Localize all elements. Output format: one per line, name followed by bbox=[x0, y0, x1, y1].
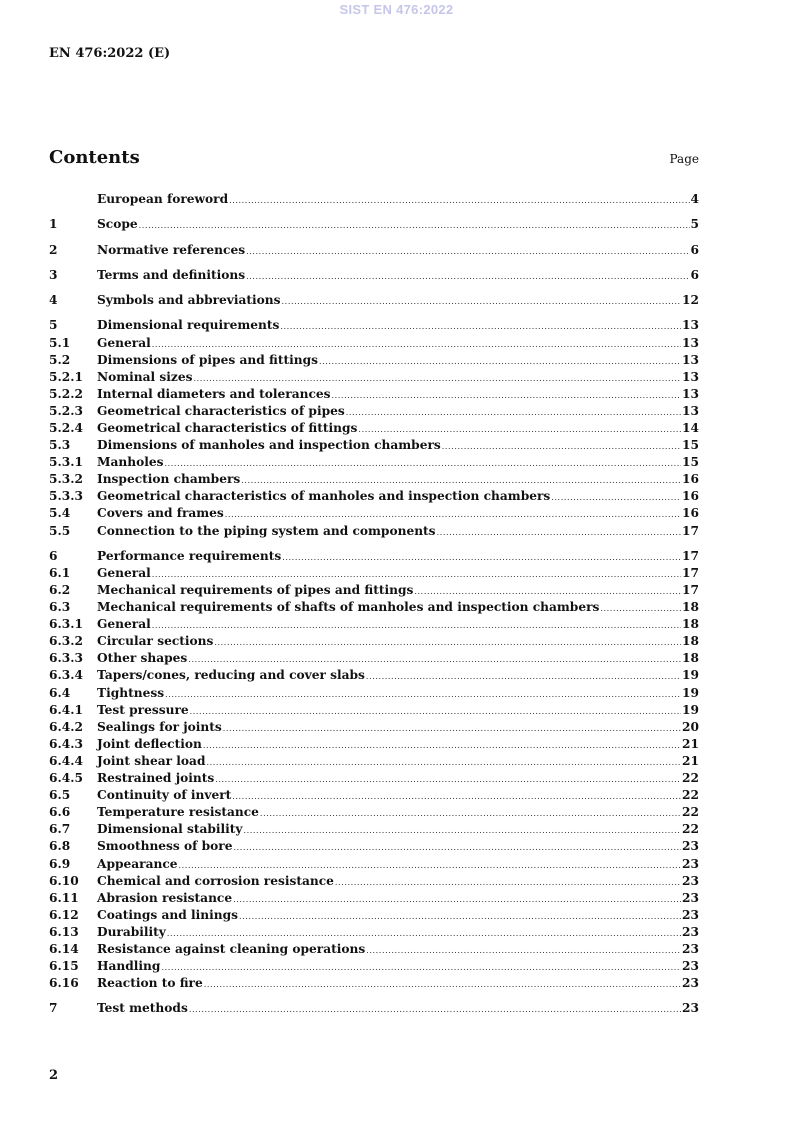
toc-entry[interactable] bbox=[49, 386, 699, 403]
toc-entry[interactable] bbox=[49, 317, 699, 334]
dot-leader bbox=[280, 318, 681, 335]
toc-entry-number: 5.3.3 bbox=[49, 489, 83, 504]
toc-entry-number: 3 bbox=[49, 267, 58, 282]
toc-entry-number: 6.3.1 bbox=[49, 617, 83, 632]
toc-entry[interactable] bbox=[49, 565, 699, 582]
dot-leader bbox=[243, 822, 681, 839]
page-column-label: Page bbox=[669, 152, 699, 166]
toc-entry[interactable] bbox=[49, 736, 699, 753]
dot-leader bbox=[246, 268, 689, 285]
toc-entry-number: 6.5 bbox=[49, 788, 71, 803]
toc-entry-page: 17 bbox=[682, 583, 699, 597]
toc-entry-title: Appearance bbox=[97, 856, 178, 871]
toc-entry-number: 6.4.5 bbox=[49, 771, 83, 786]
toc-entry[interactable] bbox=[49, 685, 699, 702]
toc-entry-page: 22 bbox=[682, 788, 699, 803]
toc-entry[interactable] bbox=[49, 523, 699, 540]
toc-entry[interactable] bbox=[49, 242, 699, 259]
dot-leader bbox=[232, 788, 681, 805]
toc-entry-page: 18 bbox=[682, 617, 699, 632]
toc-entry-page: 16 bbox=[682, 506, 699, 521]
toc-entry-page: 16 bbox=[682, 489, 699, 504]
toc-entry[interactable] bbox=[49, 352, 699, 369]
dot-leader bbox=[233, 891, 681, 908]
toc-entry-number: 5.3.1 bbox=[49, 455, 83, 470]
toc-entry-page: 23 bbox=[682, 873, 699, 888]
toc-entry-title: General bbox=[97, 565, 151, 580]
toc-entry-title: Test methods bbox=[97, 1001, 188, 1016]
toc-entry-number: 4 bbox=[49, 293, 58, 308]
toc-entry-title: Symbols and abbreviations bbox=[97, 293, 281, 308]
dot-leader bbox=[346, 404, 681, 421]
toc-entry-number: 2 bbox=[49, 242, 58, 257]
toc-entry-page: 18 bbox=[682, 634, 699, 649]
toc-entry-title: European foreword bbox=[97, 192, 229, 206]
toc-entry-title: Restrained joints bbox=[97, 771, 215, 786]
toc-entry-page: 23 bbox=[682, 976, 699, 991]
toc-entry[interactable] bbox=[49, 650, 699, 667]
toc-entry-page: 5 bbox=[690, 217, 699, 232]
contents-title: Contents bbox=[49, 147, 140, 168]
toc-entry-page: 18 bbox=[682, 651, 699, 666]
dot-leader bbox=[164, 455, 681, 472]
toc-entry[interactable] bbox=[49, 403, 699, 420]
toc-entry-number: 6.3 bbox=[49, 600, 71, 615]
dot-leader bbox=[414, 583, 681, 600]
toc-entry-page: 15 bbox=[682, 438, 699, 453]
toc-entry-number: 6.3.4 bbox=[49, 668, 83, 683]
toc-entry[interactable] bbox=[49, 770, 699, 787]
toc-entry[interactable] bbox=[49, 437, 699, 454]
toc-entry-page: 13 bbox=[682, 352, 699, 367]
toc-entry-title: Joint shear load bbox=[97, 753, 206, 768]
toc-entry-page: 4 bbox=[690, 192, 699, 206]
dot-leader bbox=[223, 720, 681, 737]
toc-entry-page: 23 bbox=[682, 890, 699, 905]
toc-entry[interactable] bbox=[49, 548, 699, 565]
toc-entry-page: 13 bbox=[682, 318, 699, 333]
toc-entry-page: 23 bbox=[682, 924, 699, 939]
toc-entry-title: General bbox=[97, 617, 151, 632]
watermark-text: SIST EN 476:2022 bbox=[339, 2, 454, 17]
toc-entry-number: 5.2.4 bbox=[49, 420, 83, 435]
toc-entry[interactable] bbox=[49, 454, 699, 471]
toc-entry[interactable] bbox=[49, 335, 699, 352]
toc-entry[interactable] bbox=[49, 582, 699, 599]
dot-leader bbox=[442, 438, 681, 455]
toc-entry-title: Reaction to fire bbox=[97, 976, 203, 991]
toc-entry-page: 17 bbox=[682, 565, 699, 580]
toc-entry-title: Normative references bbox=[97, 242, 246, 257]
toc-entry-page: 17 bbox=[682, 548, 699, 563]
toc-entry-title: Other shapes bbox=[97, 651, 188, 666]
dot-leader bbox=[241, 472, 681, 489]
toc-entry-title: Coatings and linings bbox=[97, 907, 238, 922]
toc-entry-title: Circular sections bbox=[97, 634, 214, 649]
toc-entry[interactable] bbox=[49, 890, 699, 907]
dot-leader bbox=[260, 805, 681, 822]
toc-entry-title: Tapers/cones, reducing and cover slabs bbox=[97, 668, 365, 683]
toc-entry[interactable] bbox=[49, 838, 699, 855]
toc-entry-number: 6.4.1 bbox=[49, 702, 83, 717]
toc-entry[interactable] bbox=[49, 599, 699, 616]
toc-entry[interactable] bbox=[49, 787, 699, 804]
toc-entry-page: 23 bbox=[682, 1001, 699, 1016]
toc-entry-page: 14 bbox=[682, 420, 699, 435]
toc-entry-number: 6.16 bbox=[49, 976, 79, 991]
toc-entry-number: 6.4.4 bbox=[49, 753, 83, 768]
toc-entry-number: 6.10 bbox=[49, 873, 79, 888]
toc-entry-title: Geometrical characteristics of manholes and inspection chambers bbox=[97, 489, 551, 504]
toc-entry-title: Dimensional stability bbox=[97, 822, 243, 837]
toc-entry-title: Handling bbox=[97, 959, 161, 974]
toc-entry-title: Abrasion resistance bbox=[97, 890, 233, 905]
dot-leader bbox=[366, 668, 681, 685]
toc-entry-title: General bbox=[97, 335, 151, 350]
toc-entry[interactable] bbox=[49, 856, 699, 873]
dot-leader bbox=[204, 976, 681, 993]
toc-entry[interactable] bbox=[49, 667, 699, 684]
toc-entry-number: 6.14 bbox=[49, 941, 79, 956]
toc-entry[interactable] bbox=[49, 975, 699, 992]
toc-entry-title: Terms and definitions bbox=[97, 267, 246, 282]
toc-entry-title: Dimensions of pipes and fittings bbox=[97, 352, 318, 367]
toc-entry[interactable] bbox=[49, 958, 699, 975]
toc-entry-title: Chemical and corrosion resistance bbox=[97, 873, 334, 888]
dot-leader bbox=[139, 217, 690, 234]
toc-entry-page: 21 bbox=[682, 736, 699, 751]
toc-entry[interactable] bbox=[49, 267, 699, 284]
toc-entry-title: Dimensional requirements bbox=[97, 318, 280, 333]
dot-leader bbox=[206, 754, 681, 771]
toc-entry-page: 23 bbox=[682, 839, 699, 854]
table-of-contents bbox=[49, 191, 699, 1018]
toc-entry-number: 6.1 bbox=[49, 565, 71, 580]
toc-entry-title: Nominal sizes bbox=[97, 369, 193, 384]
toc-entry-number: 5.1 bbox=[49, 335, 71, 350]
toc-entry-page: 22 bbox=[682, 805, 699, 820]
toc-entry-title: Mechanical requirements of shafts of manholes and inspection chambers bbox=[97, 600, 600, 615]
toc-entry-number: 6.6 bbox=[49, 805, 71, 820]
toc-entry-number: 6.12 bbox=[49, 907, 79, 922]
toc-entry[interactable] bbox=[49, 191, 699, 208]
toc-entry[interactable] bbox=[49, 616, 699, 633]
dot-leader bbox=[161, 959, 681, 976]
toc-entry-title: Manholes bbox=[97, 455, 164, 470]
toc-entry-number: 5 bbox=[49, 318, 58, 333]
toc-entry-page: 19 bbox=[682, 685, 699, 700]
toc-entry-number: 5.2 bbox=[49, 352, 71, 367]
toc-entry-page: 13 bbox=[682, 335, 699, 350]
toc-entry-title: Durability bbox=[97, 924, 166, 939]
toc-entry-title: Geometrical characteristics of pipes bbox=[97, 403, 345, 418]
document-id: EN 476:2022 (E) bbox=[49, 46, 171, 61]
toc-entry[interactable] bbox=[49, 941, 699, 958]
toc-entry-page: 21 bbox=[682, 753, 699, 768]
toc-entry-number: 6.3.3 bbox=[49, 651, 83, 666]
toc-entry-page: 13 bbox=[682, 386, 699, 401]
dot-leader bbox=[335, 874, 681, 891]
toc-entry[interactable] bbox=[49, 873, 699, 890]
toc-entry-number: 5.4 bbox=[49, 506, 71, 521]
toc-entry-title: Resistance against cleaning operations bbox=[97, 941, 366, 956]
dot-leader bbox=[358, 421, 681, 438]
toc-entry-number: 6.4.3 bbox=[49, 736, 83, 751]
toc-entry-page: 17 bbox=[682, 523, 699, 538]
toc-entry-page: 23 bbox=[682, 941, 699, 956]
dot-leader bbox=[152, 336, 681, 353]
toc-entry[interactable] bbox=[49, 633, 699, 650]
dot-leader bbox=[225, 506, 681, 523]
toc-entry-page: 15 bbox=[682, 455, 699, 470]
toc-entry[interactable] bbox=[49, 420, 699, 437]
dot-leader bbox=[167, 925, 681, 942]
dot-leader bbox=[152, 566, 681, 583]
dot-leader bbox=[193, 370, 681, 387]
toc-entry-number: 6.4 bbox=[49, 685, 71, 700]
toc-entry-page: 19 bbox=[682, 702, 699, 717]
toc-entry-number: 5.2.3 bbox=[49, 403, 83, 418]
toc-entry-page: 19 bbox=[682, 668, 699, 683]
dot-leader bbox=[551, 489, 681, 506]
toc-entry-page: 23 bbox=[682, 959, 699, 974]
toc-entry-number: 6.2 bbox=[49, 583, 71, 597]
dot-leader bbox=[190, 703, 681, 720]
toc-entry-page: 16 bbox=[682, 472, 699, 487]
toc-entry-title: Continuity of invert bbox=[97, 788, 232, 803]
toc-entry[interactable] bbox=[49, 292, 699, 309]
toc-entry-number: 5.2.1 bbox=[49, 369, 83, 384]
toc-entry-title: Smoothness of bore bbox=[97, 839, 233, 854]
toc-entry-title: Covers and frames bbox=[97, 506, 224, 521]
toc-entry-number: 5.3 bbox=[49, 438, 71, 453]
toc-entry[interactable] bbox=[49, 753, 699, 770]
toc-entry-title: Tightness bbox=[97, 685, 165, 700]
toc-entry-number: 1 bbox=[49, 217, 58, 232]
toc-entry-title: Joint deflection bbox=[97, 736, 202, 751]
toc-entry-number: 7 bbox=[49, 1001, 58, 1016]
toc-entry-page: 23 bbox=[682, 856, 699, 871]
dot-leader bbox=[152, 617, 681, 634]
toc-entry[interactable] bbox=[49, 488, 699, 505]
toc-entry-number: 6.13 bbox=[49, 924, 79, 939]
toc-entry[interactable] bbox=[49, 804, 699, 821]
toc-entry-page: 13 bbox=[682, 403, 699, 418]
toc-entry-title: Scope bbox=[97, 217, 138, 232]
toc-entry[interactable] bbox=[49, 369, 699, 386]
toc-entry-number: 6.7 bbox=[49, 822, 71, 837]
toc-entry-number: 6.15 bbox=[49, 959, 79, 974]
toc-entry[interactable] bbox=[49, 907, 699, 924]
dot-leader bbox=[319, 353, 681, 370]
dot-leader bbox=[179, 857, 682, 874]
toc-entry[interactable] bbox=[49, 821, 699, 838]
dot-leader bbox=[366, 942, 681, 959]
dot-leader bbox=[282, 549, 681, 566]
toc-entry[interactable] bbox=[49, 216, 699, 233]
toc-entry-page: 20 bbox=[682, 719, 699, 734]
page-number: 2 bbox=[49, 1068, 59, 1083]
toc-entry[interactable] bbox=[49, 1000, 699, 1017]
toc-entry-title: Mechanical requirements of pipes and fittings bbox=[97, 583, 414, 597]
toc-entry-title: Internal diameters and tolerances bbox=[97, 386, 331, 401]
toc-entry-number: 5.5 bbox=[49, 523, 71, 538]
dot-leader bbox=[246, 243, 689, 260]
toc-entry-number: 5.3.2 bbox=[49, 472, 83, 487]
dot-leader bbox=[239, 908, 681, 925]
toc-entry-page: 22 bbox=[682, 771, 699, 786]
toc-entry-title: Geometrical characteristics of fittings bbox=[97, 420, 358, 435]
toc-entry-page: 6 bbox=[690, 267, 699, 282]
dot-leader bbox=[203, 737, 681, 754]
toc-entry[interactable] bbox=[49, 471, 699, 488]
dot-leader bbox=[282, 293, 682, 310]
toc-entry-page: 6 bbox=[690, 242, 699, 257]
toc-entry-number: 6 bbox=[49, 548, 58, 563]
dot-leader bbox=[188, 651, 681, 668]
toc-entry-page: 18 bbox=[682, 600, 699, 615]
toc-entry-number: 6.4.2 bbox=[49, 719, 83, 734]
toc-entry[interactable] bbox=[49, 505, 699, 522]
toc-entry-number: 6.3.2 bbox=[49, 634, 83, 649]
dot-leader bbox=[165, 686, 681, 703]
toc-entry[interactable] bbox=[49, 702, 699, 719]
dot-leader bbox=[215, 771, 681, 788]
toc-entry-title: Temperature resistance bbox=[97, 805, 259, 820]
toc-entry-page: 23 bbox=[682, 907, 699, 922]
dot-leader bbox=[332, 387, 682, 404]
dot-leader bbox=[214, 634, 681, 651]
toc-entry-number: 6.11 bbox=[49, 890, 79, 905]
toc-entry-page: 12 bbox=[682, 293, 699, 308]
dot-leader bbox=[229, 192, 689, 209]
toc-entry-title: Sealings for joints bbox=[97, 719, 222, 734]
toc-entry-page: 13 bbox=[682, 369, 699, 384]
toc-entry[interactable] bbox=[49, 924, 699, 941]
toc-entry-title: Connection to the piping system and components bbox=[97, 523, 436, 538]
dot-leader bbox=[233, 839, 681, 856]
dot-leader bbox=[600, 600, 681, 617]
toc-entry[interactable] bbox=[49, 719, 699, 736]
toc-entry-title: Test pressure bbox=[97, 702, 189, 717]
toc-entry-number: 6.9 bbox=[49, 856, 71, 871]
dot-leader bbox=[189, 1001, 681, 1018]
toc-entry-number: 5.2.2 bbox=[49, 386, 83, 401]
toc-entry-number: 6.8 bbox=[49, 839, 71, 854]
toc-entry-title: Performance requirements bbox=[97, 548, 282, 563]
toc-entry-page: 22 bbox=[682, 822, 699, 837]
toc-entry-title: Dimensions of manholes and inspection chambers bbox=[97, 438, 441, 453]
toc-entry-title: Inspection chambers bbox=[97, 472, 241, 487]
dot-leader bbox=[437, 524, 681, 541]
